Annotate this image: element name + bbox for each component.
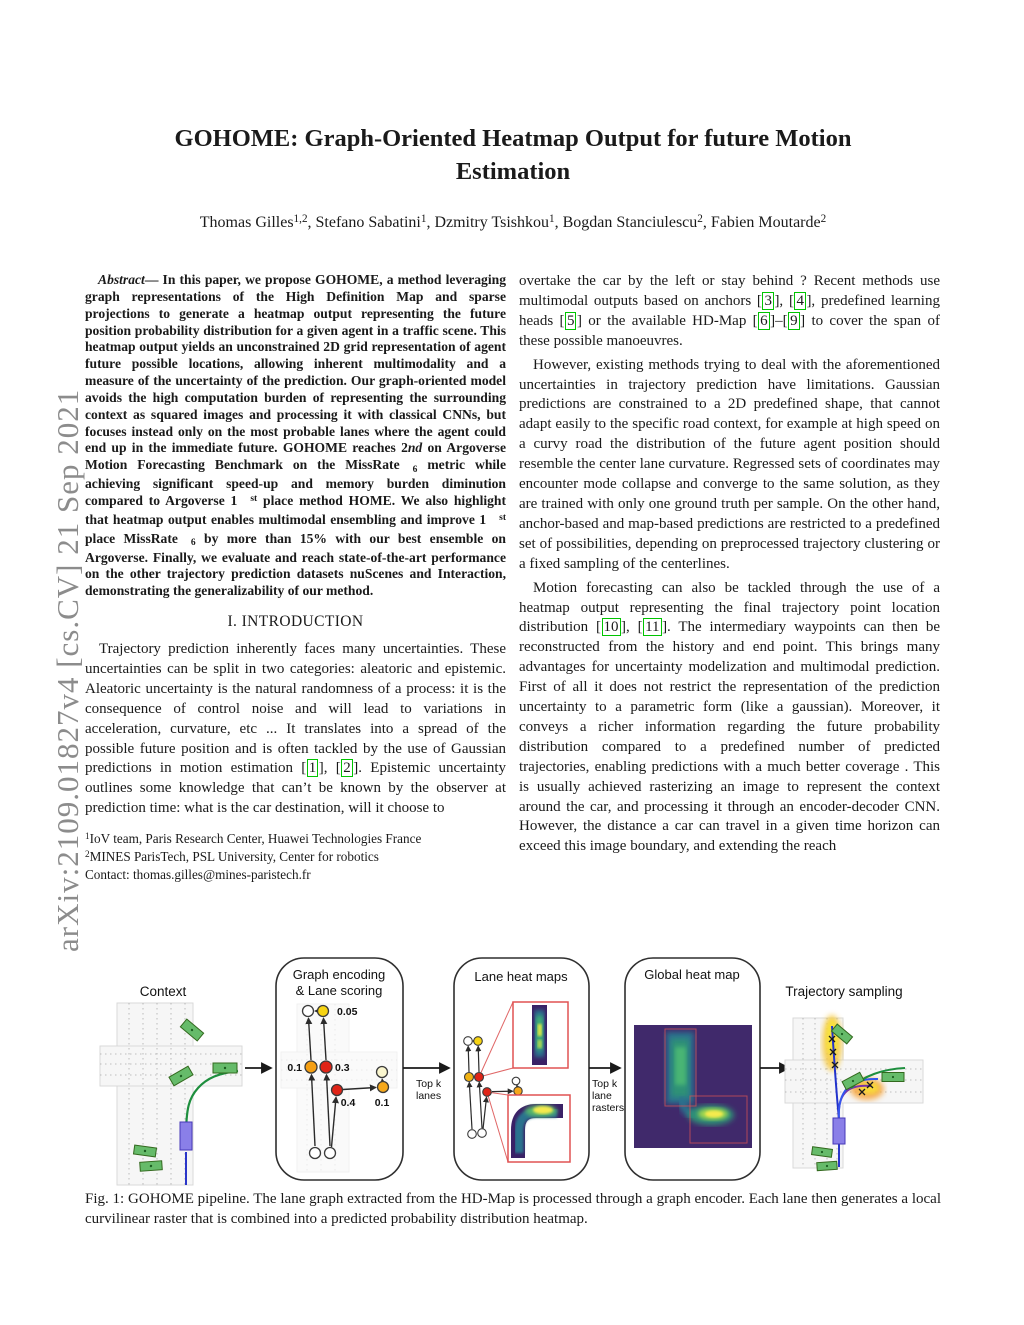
graph-node-white xyxy=(310,1148,321,1159)
paper-title xyxy=(85,122,941,188)
footnote-1: 1IoV team, Paris Research Center, Huawei Technologies France xyxy=(85,831,422,847)
graph-panel-title-line1: Graph encoding xyxy=(292,967,386,982)
author-line: Thomas Gilles1,2, Stefano Sabatini1, Dzmitry Tsishkou1, Bogdan Stanciulescu2, Fabien Moutarde2 xyxy=(199,212,827,231)
intro-paragraph-3: Motion forecasting can also be tackled through the use of a heatmap output representing the final trajectory point location distribution [ 10 ], [ 11 ]. The intermediary waypoints can then be reconstructed from the history and end point. This brings many advantages for uncertainty modelization and multimodal prediction. First of all it does not restrict the representation of the prediction uncertainty to a parametric form (like a gaussian). Moreover, it conveys a richer information regarding the future probability distribution compared to a predefined number of predicted trajectories, enabling predictions with a much better coverage . This is usually achieved rasterizing an image to represent the context around the car, and processing it through an encoder-decoder CNN. However, the distance a car can travel in a given time horizon can exceed this image boundary, and extending the reach xyxy=(519,579,941,855)
agent-car xyxy=(140,1161,163,1172)
citation-link[interactable]: 11 xyxy=(645,619,660,636)
citation-link[interactable]: 6 xyxy=(760,312,768,329)
graph-node-pale xyxy=(377,1067,388,1078)
author-footnotes xyxy=(85,831,506,883)
context-label: Context xyxy=(139,984,187,999)
graph-node-white xyxy=(464,1037,473,1046)
section-heading-introduction: I. INTRODUCTION xyxy=(227,613,364,631)
topk-lanes-label xyxy=(416,1078,442,1102)
graph-node-white xyxy=(303,1006,314,1017)
global-panel-title: Global heat map xyxy=(644,967,740,982)
citation-link[interactable]: 4 xyxy=(796,292,804,309)
citation-link[interactable]: 2 xyxy=(343,760,351,777)
graph-node-red xyxy=(332,1085,343,1096)
topk-lanes-line1: Top k xyxy=(416,1078,442,1090)
context-map xyxy=(100,1003,242,1185)
graph-node-red xyxy=(320,1061,332,1073)
lane-heatmaps-panel xyxy=(454,958,589,1180)
lane-raster-inset-straight xyxy=(513,1002,568,1068)
arxiv-watermark: arXiv:2109.01827v4 [cs.CV] 21 Sep 2021 xyxy=(50,388,85,952)
graph-node-orange xyxy=(305,1061,317,1073)
intro-paragraph-1: Trajectory prediction inherently faces many uncertainties. These uncertainties can be split in two categories: aleatoric and epistemic. Aleatoric uncertainty is the natural randomness of a process: it is the consequence of control noise and will lead to variations in acceleration, curvature, etc ... It translates into a spread of the possible future position and is often tackled by the use of Gaussian predictions in motion estimation [ 1 ], [ 2 ]. Epistemic uncertainty outlines some knowledge that can’t be known by the observer at prediction time: what is the car destination, will it choose to xyxy=(85,641,506,817)
graph-panel-title-line2: & Lane scoring xyxy=(295,983,383,998)
agent-car xyxy=(882,1073,904,1082)
agent-car xyxy=(817,1161,838,1170)
citation-link[interactable]: 1 xyxy=(308,760,317,777)
topk-rasters-line2: lane xyxy=(592,1090,612,1102)
left-column xyxy=(85,272,506,883)
context-roads xyxy=(100,1003,242,1185)
ego-vehicle xyxy=(180,1122,192,1150)
topk-rasters-line1: Top k xyxy=(592,1078,618,1090)
global-heatmap-panel xyxy=(625,958,760,1180)
citation-link[interactable]: 5 xyxy=(566,312,575,329)
graph-node-white xyxy=(325,1148,336,1159)
score-top: 0.05 xyxy=(337,1006,358,1018)
score-left: 0.1 xyxy=(287,1062,302,1074)
agent-car xyxy=(213,1063,237,1073)
graph-node-red xyxy=(475,1073,484,1082)
lane-panel-title: Lane heat maps xyxy=(474,969,568,984)
ego-vehicle xyxy=(833,1118,845,1144)
graph-node-orange xyxy=(378,1082,389,1093)
footnote-2: 2MINES ParisTech, PSL University, Center for robotics xyxy=(85,848,379,865)
graph-node-red xyxy=(483,1088,492,1097)
intro-paragraph-1-continued: overtake the car by the left or stay behind ? Recent methods use multimodal outputs based on anchors [ 3 ], [ 4 ], predefined learning heads [ 5 ] or the available HD-Map [ 6 ]–[ 9 ] to cover the span of these possible manoeuvres. xyxy=(519,273,940,349)
topk-rasters-line3: rasters xyxy=(592,1102,625,1114)
paper-title-line1: GOHOME: Graph-Oriented Heatmap Output for future Motion xyxy=(174,125,852,152)
graph-node-white xyxy=(468,1130,477,1139)
figure-1-caption: Fig. 1: GOHOME pipeline. The lane graph extracted from the HD-Map is processed through a graph encoder. Each lane then generates a local curvilinear raster that is combined into a predicted probability distribution heatmap. xyxy=(85,1191,941,1227)
topk-lanes-line2: lanes xyxy=(416,1090,442,1102)
graph-node-yellow xyxy=(318,1006,329,1017)
footnote-contact: Contact: thomas.gilles@mines-paristech.fr xyxy=(85,867,311,882)
graph-node-white xyxy=(478,1129,487,1138)
graph-node-yellow xyxy=(465,1073,474,1082)
citation-link[interactable]: 10 xyxy=(603,619,619,636)
right-column xyxy=(519,272,940,861)
graph-node-yellow xyxy=(474,1037,483,1046)
abstract: Abstract— In this paper, we propose GOHOME, a method leveraging graph representations of the High Definition Map and sparse projections to generate a heatmap output representing the future position probability distribution for a given agent in a traffic scene. This heatmap output yields an unconstrained 2D grid representation of agent future possible locations, allowing inherent multimodality and a measure of the uncertainty of the prediction. Our graph-oriented model avoids the high computation burden of representing the surrounding context as squared images and processing it with classical CNNs, but focuses instead only on the most probable lanes where the agent could end up in the immediate future. GOHOME reaches 2nd on Argoverse Motion Forecasting Benchmark on the MissRate 6 metric while achieving significant speed-up and memory burden diminution compared to Argoverse 1 st place method HOME. We also highlight that heatmap output enables multimodal ensembling and improve 1 st place MissRate 6 by more than 15% with our best ensemble on Argoverse. Finally, we evaluate and reach state-of-the-art performance on the other trajectory prediction datasets nuScenes and Interaction, demonstrating the generalizability of our method. xyxy=(85,272,507,599)
graph-encoding-panel xyxy=(276,958,403,1180)
citation-link[interactable]: 3 xyxy=(764,292,772,309)
trajectory-sampling-map xyxy=(785,1015,923,1171)
figure-1-pipeline xyxy=(85,948,941,1192)
lane-raster-inset-curved xyxy=(508,1095,570,1162)
paper-title-line2: Estimation xyxy=(455,158,571,186)
score-lower: 0.4 xyxy=(340,1097,356,1109)
graph-node-white xyxy=(512,1077,520,1085)
score-right: 0.1 xyxy=(374,1097,390,1109)
topk-rasters-label xyxy=(592,1078,624,1114)
score-mid: 0.3 xyxy=(335,1062,350,1074)
intro-paragraph-2: However, existing methods trying to deal with the aforementioned uncertainties in trajectory prediction have limitations. Gaussian predictions are constrained to a 2D predefined shape, that cannot adapt easily to the specific road context, for example at high speed on a curvy road the distribution of the future agent position should resemble the center lane curvature. Regressed sets of coordinates may encounter mode collapse and converge to the same solution, as they are trained with only one ground truth per sample. On the other hand, anchor-based and map-based predictions are restricted to a predefined set of possibilities, depending on preprocessed trajectory clustering or a fixed sampling of the centerlines. xyxy=(519,356,940,572)
graph-node-orange xyxy=(514,1087,522,1095)
citation-link[interactable]: 9 xyxy=(790,312,798,329)
trajectory-sampling-label: Trajectory sampling xyxy=(785,984,903,999)
